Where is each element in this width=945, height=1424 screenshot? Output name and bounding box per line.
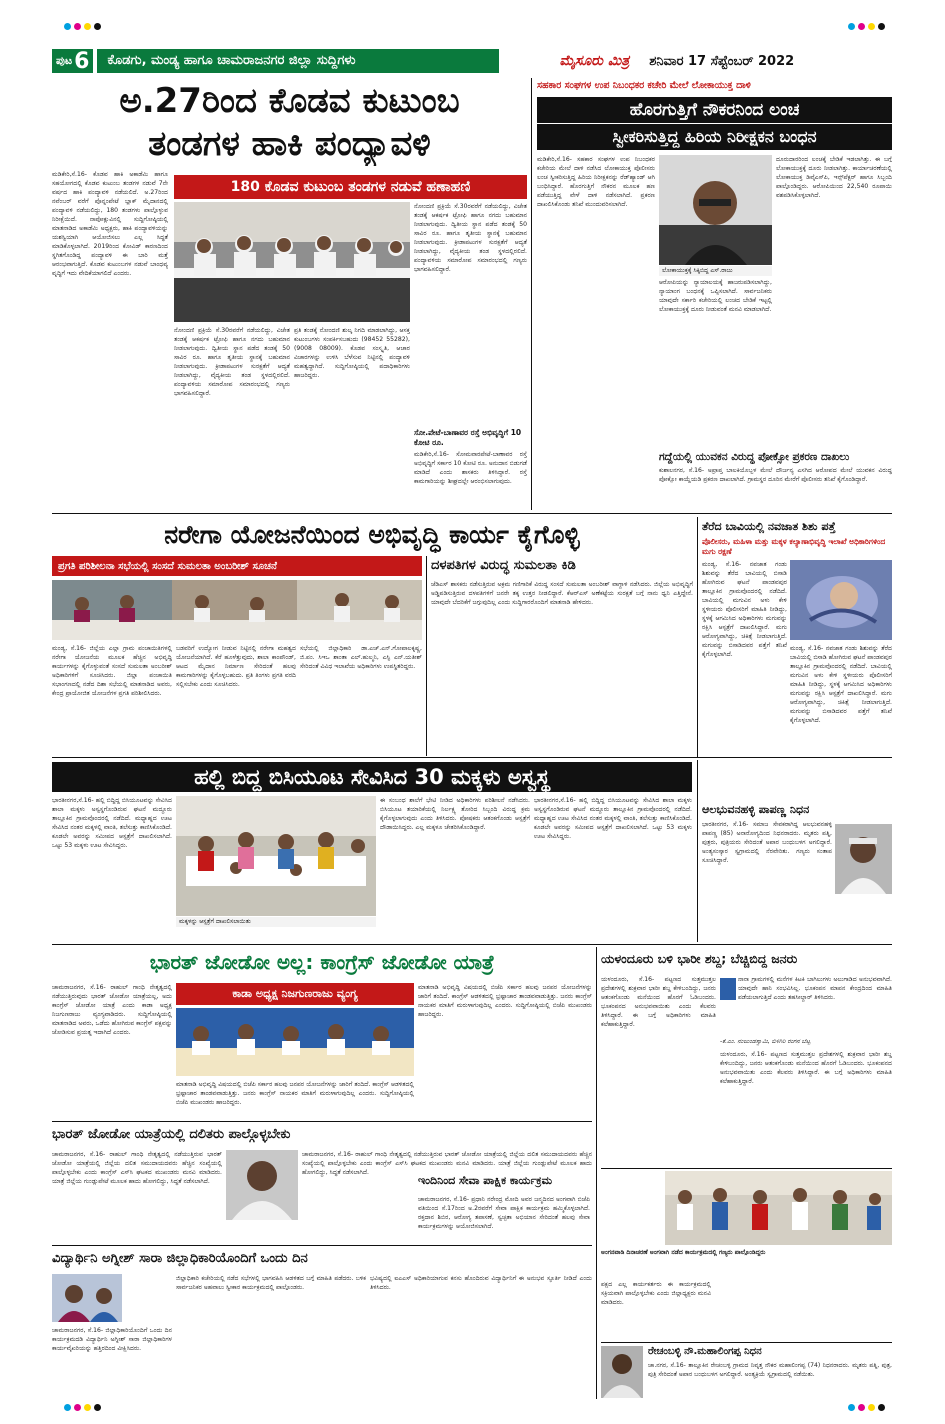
hockey-body-mid: ನೋಂದಣಿ ಪ್ರಕ್ರಿಯೆ ಸೆ.30ರವರೆಗೆ ನಡೆಯಲಿದ್ದು, ವಿಜೇತ ತಂಡಕ್ಕೆ ಆಕರ್ಷಕ ಟ್ರೋಫಿ ಹಾಗೂ ನಗದು ಬಹುಮಾನ ನೀಡಲಾಗುವುದು. ದ್ವಿತೀಯ ಸ್ಥಾನ ಪಡೆದ ತಂಡಕ್ಕೆ 50 ಸಾವಿರ ರೂ. ಹಾಗೂ ತೃತೀಯ ಸ್ಥಾನಕ್ಕೆ ಬಹುಮಾನ ನೀಡಲಾಗುವುದು. ಕ್ರೀಡಾಪಟುಗಳ ಸುರಕ್ಷತೆಗೆ ಆದ್ಯತೆ ನೀಡಲಾಗಿದ್ದು, ವೈದ್ಯಕೀಯ ತಂಡ ಸ್ಥಳದಲ್ಲಿರಲಿದೆ. ಪಂದ್ಯಾವಳಿಯ ಸಮಾರೋಪ ಸಮಾರಂಭದಲ್ಲಿ ಗಣ್ಯರು ಭಾಗವಹಿಸಲಿದ್ದಾರೆ.	[174, 327, 290, 397]
bharat-body-left: ಚಾಮರಾಜನಗರ, ಸೆ.16- ರಾಹುಲ್ ಗಾಂಧಿ ನೇತೃತ್ವದಲ್ಲಿ ನಡೆಯುತ್ತಿರುವುದು ಭಾರತ್ ಜೋಡೋ ಯಾತ್ರೆಯಲ್ಲ, ಅದು ಕಾಂಗ್ರೆಸ್ ಜೋಡೋ ಯಾತ್ರೆ ಎಂದು ಕಾಡಾ ಅಧ್ಯಕ್ಷ ನಿಜಗುಣರಾಜು ವ್ಯಂಗ್ಯವಾಡಿದರು. ಸುದ್ದಿಗೋಷ್ಠಿಯಲ್ಲಿ ಮಾತನಾಡಿದ ಅವರು, ಒಡೆದು ಹೋಗಿರುವ ಕಾಂಗ್ರೆಸ್ ಪಕ್ಷವನ್ನು ಜೋಡಿಸುವ ಪ್ರಯತ್ನ ಇದಾಗಿದೆ ಎಂದರು.	[52, 984, 172, 1036]
lokayukta-headline-2: ಸ್ವೀಕರಿಸುತ್ತಿದ್ದ ಹಿರಿಯ ನಿರೀಕ್ಷಕನ ಬಂಧನ	[537, 124, 892, 150]
bharat-press-photo	[176, 1008, 414, 1076]
horizontal-divider	[601, 1342, 892, 1343]
masthead: ಮೈಸೂರು ಮಿತ್ರ	[559, 53, 630, 69]
narega-body-left: ಮಂಡ್ಯ, ಸೆ.16- ಜಿಲ್ಲೆಯ ಎಲ್ಲಾ ಗ್ರಾಮ ಪಂಚಾಯಿತಿಗಳಲ್ಲಿ ನರೇಗಾ ಯೋಜನೆಯ ಮೂಲಕ ಹೆಚ್ಚಿನ ಅಭಿವೃದ್ಧಿ ಕಾರ್ಯಗಳನ್ನು ಕೈಗೊಳ್ಳುವಂತೆ ಸಂಸದೆ ಸುಮಲತಾ ಅಂಬರೀಶ್ ಅಧಿಕಾರಿಗಳಿಗೆ ಸೂಚಿಸಿದರು. ಜಿಲ್ಲಾ ಪಂಚಾಯಿತಿ ಸಭಾಂಗಣದಲ್ಲಿ ನಡೆದ ದಿಶಾ ಸಭೆಯಲ್ಲಿ ಮಾತನಾಡಿದ ಅವರು, ಕೇಂದ್ರ ಪ್ರಾಯೋಜಿತ ಯೋಜನೆಗಳ ಪ್ರಗತಿ ಪರಿಶೀಲಿಸಿದರು.	[52, 645, 172, 697]
horizontal-divider	[52, 944, 892, 945]
infant-photo	[790, 560, 892, 640]
bharat-headline: ಭಾರತ್ ಜೋಡೋ ಅಲ್ಲ: ಕಾಂಗ್ರೆಸ್ ಜೋಡೋ ಯಾತ್ರೆ	[149, 950, 495, 974]
hockey-headline-2: ತಂಡಗಳ ಹಾಕಿ ಪಂದ್ಯಾವಳಿ	[148, 124, 431, 164]
obit2-headline: ರೇಚಂಬಳ್ಳಿ ನೌ.ಮಹಾಲಿಂಗಪ್ಪ ನಿಧನ	[648, 1346, 762, 1357]
registration-mark	[94, 1404, 101, 1411]
narega-headline: ನರೇಗಾ ಯೋಜನೆಯಿಂದ ಅಭಿವೃದ್ಧಿ ಕಾರ್ಯ ಕೈಗೊಳ್ಳಿ	[164, 520, 580, 549]
road-body: ಮಡಿಕೇರಿ,ಸೆ.16- ಸೋಮವಾರಪೇಟೆ-ಬಾಣಾವರ ರಸ್ತೆ ಅಭಿವೃದ್ಧಿಗೆ ಸರ್ಕಾರ 10 ಕೋಟಿ ರೂ. ಅನುದಾನ ಬಿಡುಗಡೆ ಮಾಡಿದೆ ಎಂದು ಶಾಸಕರು ತಿಳಿಸಿದ್ದಾರೆ. ರಸ್ತೆ ಕಾಮಗಾರಿಯನ್ನು ಶೀಘ್ರದಲ್ಲೇ ಆರಂಭಿಸಲಾಗುವುದು.	[414, 451, 527, 485]
hockey-body-right: ನೋಂದಣಿ ಪ್ರಕ್ರಿಯೆ ಸೆ.30ರವರೆಗೆ ನಡೆಯಲಿದ್ದು, ವಿಜೇತ ತಂಡಕ್ಕೆ ಆಕರ್ಷಕ ಟ್ರೋಫಿ ಹಾಗೂ ನಗದು ಬಹುಮಾನ ನೀಡಲಾಗುವುದು. ದ್ವಿತೀಯ ಸ್ಥಾನ ಪಡೆದ ತಂಡಕ್ಕೆ 50 ಸಾವಿರ ರೂ. ಹಾಗೂ ತೃತೀಯ ಸ್ಥಾನಕ್ಕೆ ಬಹುಮಾನ ನೀಡಲಾಗುವುದು. ಕ್ರೀಡಾಪಟುಗಳ ಸುರಕ್ಷತೆಗೆ ಆದ್ಯತೆ ನೀಡಲಾಗಿದ್ದು, ವೈದ್ಯಕೀಯ ತಂಡ ಸ್ಥಳದಲ್ಲಿರಲಿದೆ. ಪಂದ್ಯಾವಳಿಯ ಸಮಾರೋಪ ಸಮಾರಂಭದಲ್ಲಿ ಗಣ್ಯರು ಭಾಗವಹಿಸಲಿದ್ದಾರೆ.	[414, 203, 527, 273]
midday-body-left: ಭಾರತೀನಗರ,ಸೆ.16- ಹಲ್ಲಿ ಬಿದ್ದಿದ್ದ ಬಿಸಿಯೂಟವನ್ನು ಸೇವಿಸಿದ ಶಾಲಾ ಮಕ್ಕಳು ಅಸ್ವಸ್ಥಗೊಂಡಿರುವ ಘಟನೆ ಮದ್ದೂರು ತಾಲ್ಲೂಕಿನ ಗ್ರಾಮವೊಂದರಲ್ಲಿ ನಡೆದಿದೆ. ಮಧ್ಯಾಹ್ನದ ಊಟ ಸೇವಿಸಿದ ನಂತರ ಮಕ್ಕಳಲ್ಲಿ ವಾಂತಿ, ತಲೆಸುತ್ತು ಕಾಣಿಸಿಕೊಂಡಿದೆ. ಕೂಡಲೇ ಅವರನ್ನು ಸಮೀಪದ ಆಸ್ಪತ್ರೆಗೆ ದಾಖಲಿಸಲಾಗಿದೆ. ಒಟ್ಟು 53 ಮಕ್ಕಳು ಊಟ ಸೇವಿಸಿದ್ದರು.	[52, 797, 172, 849]
registration-mark	[74, 1404, 81, 1411]
student-body-right: ಭವಿಷ್ಯದಲ್ಲಿ ಐಎಎಸ್ ಅಧಿಕಾರಿಯಾಗುವ ಕನಸು ಹೊಂದಿರುವ ವಿದ್ಯಾರ್ಥಿನಿಗೆ ಈ ಅನುಭವ ಸ್ಫೂರ್ತಿ ನೀಡಿದೆ ಎಂದು ತಿಳಿಸಿದರು.	[370, 1275, 592, 1291]
seva-headline: ಇಂದಿನಿಂದ ಸೇವಾ ಪಾಕ್ಷಿಕ ಕಾರ್ಯಕ್ರಮ	[418, 1174, 553, 1187]
column-divider	[426, 556, 427, 756]
hockey-headline-1: ಅ.27ರಿಂದ ಕೊಡವ ಕುಟುಂಬ	[119, 81, 460, 121]
lokayukta-photo-caption: ಲೋಕಾಯುಕ್ತಕ್ಕೆ ಸಿಕ್ಕಿಬಿದ್ದ ಎಸ್.ರಾಜು	[659, 266, 772, 276]
registration-mark	[878, 23, 885, 30]
dalit-body-right: ಚಾಮರಾಜನಗರ, ಸೆ.16- ರಾಹುಲ್ ಗಾಂಧಿ ನೇತೃತ್ವದಲ್ಲಿ ನಡೆಯುತ್ತಿರುವ ಭಾರತ್ ಜೋಡೋ ಯಾತ್ರೆಯಲ್ಲಿ ಜಿಲ್ಲೆಯ ದಲಿತ ಸಮುದಾಯದವರು ಹೆಚ್ಚಿನ ಸಂಖ್ಯೆಯಲ್ಲಿ ಪಾಲ್ಗೊಳ್ಳಬೇಕು ಎಂದು ಕಾಂಗ್ರೆಸ್ ಎಸ್‌ಸಿ ಘಟಕದ ಮುಖಂಡರು ಮನವಿ ಮಾಡಿದರು. ಯಾತ್ರೆ ಜಿಲ್ಲೆಯ ಗುಂಡ್ಲುಪೇಟೆ ಮೂಲಕ ಹಾದು ಹೋಗಲಿದ್ದು, ಸಿದ್ಧತೆ ನಡೆಸಲಾಗಿದೆ.	[302, 1151, 592, 1176]
road-headline: ಸೋ.ಪೇಟೆ-ಬಾಣಾವರ ರಸ್ತೆ ಅಭಿವೃದ್ಧಿಗೆ 10 ಕೋಟಿ ರೂ.	[414, 428, 522, 447]
student-body-mid: ಜಿಲ್ಲಾಧಿಕಾರಿ ಕಚೇರಿಯಲ್ಲಿ ನಡೆದ ಸಭೆಗಳಲ್ಲಿ ಭಾಗವಹಿಸಿ ಆಡಳಿತದ ಬಗ್ಗೆ ಮಾಹಿತಿ ಪಡೆದರು. ಬಳಿಕ ಸಾರ್ವಜನಿಕರ ಅಹವಾಲು ಸ್ವೀಕಾರ ಕಾರ್ಯಕ್ರಮದಲ್ಲಿ ಪಾಲ್ಗೊಂಡರು.	[176, 1275, 366, 1291]
obit-headline: ಆಲಭುವನಹಳ್ಳಿ ಪಾಪಣ್ಣ ನಿಧನ	[702, 803, 810, 816]
horizontal-divider	[601, 1168, 892, 1169]
page-header	[52, 48, 892, 74]
registration-mark	[64, 1404, 71, 1411]
infant-body: ಮಂಡ್ಯ, ಸೆ.16- ನವಜಾತ ಗಂಡು ಶಿಶುವನ್ನು ತೆರೆದ ಬಾವಿಯಲ್ಲಿ ಬಿಸಾಡಿ ಹೋಗಿರುವ ಘಟನೆ ಪಾಂಡವಪುರ ತಾಲ್ಲೂಕಿನ ಗ್ರಾಮವೊಂದರಲ್ಲಿ ನಡೆದಿದೆ. ಬಾವಿಯಲ್ಲಿ ಮಗುವಿನ ಅಳು ಕೇಳಿ ಸ್ಥಳೀಯರು ಪೊಲೀಸರಿಗೆ ಮಾಹಿತಿ ನೀಡಿದ್ದು, ಸ್ಥಳಕ್ಕೆ ಆಗಮಿಸಿದ ಅಧಿಕಾರಿಗಳು ಮಗುವನ್ನು ರಕ್ಷಿಸಿ ಆಸ್ಪತ್ರೆಗೆ ದಾಖಲಿಸಿದ್ದಾರೆ. ಮಗು ಆರೋಗ್ಯವಾಗಿದ್ದು, ಚಿಕಿತ್ಸೆ ನೀಡಲಾಗುತ್ತಿದೆ. ಮಗುವನ್ನು ಬಿಸಾಡಿದವರ ಪತ್ತೆಗೆ ತನಿಖೆ ಕೈಗೊಳ್ಳಲಾಗಿದೆ.	[702, 561, 787, 658]
student-headline: ವಿದ್ಯಾರ್ಥಿನಿ ಅಗ್ನೀಶ್ ಸಾರಾ ಜಿಲ್ಲಾಧಿಕಾರಿಯೊಂದಿಗೆ ಒಂದು ದಿನ	[52, 1251, 308, 1266]
midday-hospital-photo	[176, 796, 376, 916]
obit2-portrait	[601, 1346, 643, 1398]
anganwadi-caption: ಅಂಗನವಾಡಿ ದಿನಾಚರಣೆ ಅಂಗವಾಗಿ ನಡೆದ ಕಾರ್ಯಕ್ರಮದಲ್ಲಿ ಗಣ್ಯರು ಪಾಲ್ಗೊಂಡಿದ್ದರು	[601, 1249, 766, 1256]
registration-mark	[868, 1404, 875, 1411]
sumalatha-headline: ದಳಪತಿಗಳ ವಿರುದ್ಧ ಸುಮಲತಾ ಕಿಡಿ	[431, 558, 576, 573]
registration-mark	[74, 23, 81, 30]
hockey-body-left: ಮಡಿಕೇರಿ,ಸೆ.16- ಕೊಡವ ಹಾಕಿ ಅಕಾಡೆಮಿ ಹಾಗೂ ಸಹಯೋಗದಲ್ಲಿ ಕೊಡವ ಕುಟುಂಬ ತಂಡಗಳ ನಡುವೆ 7ನೇ ವರ್ಷದ ಹಾಕಿ ಪಂದ್ಯಾವಳಿ ನಡೆಯಲಿದೆ. ಅ.27ರಿಂದ ನವೆಂಬರ್ ವರೆಗೆ ಪೊನ್ನಂಪೇಟೆ ಬ್ಲಾಕ್ ಮೈದಾನದಲ್ಲಿ ಪಂದ್ಯಾವಳಿ ನಡೆಯಲಿದ್ದು, 180 ತಂಡಗಳು ಪಾಲ್ಗೊಳ್ಳುವ ನಿರೀಕ್ಷೆಯಿದೆ. ನಾಪೋಕ್ಲುವಿನಲ್ಲಿ ಸುದ್ದಿಗೋಷ್ಠಿಯಲ್ಲಿ ಮಾತನಾಡಿದ ಅಕಾಡೆಮಿ ಅಧ್ಯಕ್ಷರು, ಹಾಕಿ ಪಂದ್ಯಾವಳಿಯನ್ನು ಯಶಸ್ವಿಯಾಗಿ ಆಯೋಜಿಸಲು ಎಲ್ಲ ಸಿದ್ಧತೆ ಮಾಡಿಕೊಳ್ಳಲಾಗಿದೆ. 2019ರಿಂದ ಕೋವಿಡ್ ಕಾರಣದಿಂದ ಸ್ಥಗಿತಗೊಂಡಿದ್ದ ಪಂದ್ಯಾವಳಿ ಈ ಬಾರಿ ಮತ್ತೆ ಆರಂಭವಾಗುತ್ತಿದೆ. ಕೊಡವ ಕುಟುಂಬಗಳ ನಡುವೆ ಬಾಂಧವ್ಯ ವೃದ್ಧಿಗೆ ಇದು ವೇದಿಕೆಯಾಗಲಿದೆ ಎಂದರು.	[52, 171, 168, 277]
registration-mark	[848, 1404, 855, 1411]
lokayukta-body-right: ದೂರುದಾರರಿಂದ ಲಂಚಕ್ಕೆ ಬೇಡಿಕೆ ಇಡಲಾಗಿತ್ತು. ಈ ಬಗ್ಗೆ ಲೋಕಾಯುಕ್ತಕ್ಕೆ ದೂರು ನೀಡಲಾಗಿತ್ತು. ಕಾರ್ಯಾಚರಣೆಯಲ್ಲಿ ಲೋಕಾಯುಕ್ತ ಡಿವೈಎಸ್‌ಪಿ, ಇನ್ಸ್‌ಪೆಕ್ಟರ್ ಹಾಗೂ ಸಿಬ್ಬಂದಿ ಪಾಲ್ಗೊಂಡಿದ್ದರು. ಆರೋಪಿಯಿಂದ 22,540 ರೂಪಾಯಿ ವಶಪಡಿಸಿಕೊಳ್ಳಲಾಗಿದೆ.	[776, 156, 892, 199]
registration-mark	[868, 23, 875, 30]
infant-body-cont: ಮಂಡ್ಯ, ಸೆ.16- ನವಜಾತ ಗಂಡು ಶಿಶುವನ್ನು ತೆರೆದ ಬಾವಿಯಲ್ಲಿ ಬಿಸಾಡಿ ಹೋಗಿರುವ ಘಟನೆ ಪಾಂಡವಪುರ ತಾಲ್ಲೂಕಿನ ಗ್ರಾಮವೊಂದರಲ್ಲಿ ನಡೆದಿದೆ. ಬಾವಿಯಲ್ಲಿ ಮಗುವಿನ ಅಳು ಕೇಳಿ ಸ್ಥಳೀಯರು ಪೊಲೀಸರಿಗೆ ಮಾಹಿತಿ ನೀಡಿದ್ದು, ಸ್ಥಳಕ್ಕೆ ಆಗಮಿಸಿದ ಅಧಿಕಾರಿಗಳು ಮಗುವನ್ನು ರಕ್ಷಿಸಿ ಆಸ್ಪತ್ರೆಗೆ ದಾಖಲಿಸಿದ್ದಾರೆ. ಮಗು ಆರೋಗ್ಯವಾಗಿದ್ದು, ಚಿಕಿತ್ಸೆ ನೀಡಲಾಗುತ್ತಿದೆ. ಮಗುವನ್ನು ಬಿಸಾಡಿದವರ ಪತ್ತೆಗೆ ತನಿಖೆ ಕೈಗೊಳ್ಳಲಾಗಿದೆ.	[790, 645, 892, 724]
lokayukta-body-left: ಮಡಿಕೇರಿ,ಸೆ.16- ಸಹಕಾರ ಸಂಘಗಳ ಉಪ ನಿಬಂಧಕರ ಕಚೇರಿಯ ಮೇಲೆ ದಾಳಿ ನಡೆಸಿದ ಲೋಕಾಯುಕ್ತ ಪೊಲೀಸರು ಲಂಚ ಸ್ವೀಕರಿಸುತ್ತಿದ್ದ ಹಿರಿಯ ನಿರೀಕ್ಷಕನನ್ನು ರೆಡ್‌ಹ್ಯಾಂಡ್ ಆಗಿ ಬಂಧಿಸಿದ್ದಾರೆ. ಹೊರಗುತ್ತಿಗೆ ನೌಕರನ ಮೂಲಕ ಹಣ ಪಡೆಯುತ್ತಿದ್ದ ವೇಳೆ ದಾಳಿ ನಡೆಸಲಾಗಿದೆ. ಪ್ರಕರಣ ದಾಖಲಿಸಿಕೊಂಡು ತನಿಖೆ ಮುಂದುವರಿಸಲಾಗಿದೆ.	[537, 156, 655, 208]
yelandur-byline: -ಕೆ.ಎಂ. ನಂಜುಂಡಸ್ವಾಮಿ, ಬಿಳಿಗಿರಿ ರಂಗನ ಬೆಟ್ಟ	[720, 1038, 811, 1045]
horizontal-divider	[52, 513, 892, 514]
midday-body-far: ಭಾರತೀನಗರ,ಸೆ.16- ಹಲ್ಲಿ ಬಿದ್ದಿದ್ದ ಬಿಸಿಯೂಟವನ್ನು ಸೇವಿಸಿದ ಶಾಲಾ ಮಕ್ಕಳು ಅಸ್ವಸ್ಥಗೊಂಡಿರುವ ಘಟನೆ ಮದ್ದೂರು ತಾಲ್ಲೂಕಿನ ಗ್ರಾಮವೊಂದರಲ್ಲಿ ನಡೆದಿದೆ. ಮಧ್ಯಾಹ್ನದ ಊಟ ಸೇವಿಸಿದ ನಂತರ ಮಕ್ಕಳಲ್ಲಿ ವಾಂತಿ, ತಲೆಸುತ್ತು ಕಾಣಿಸಿಕೊಂಡಿದೆ. ಕೂಡಲೇ ಅವರನ್ನು ಸಮೀಪದ ಆಸ್ಪತ್ರೆಗೆ ದಾಖಲಿಸಲಾಗಿದೆ. ಒಟ್ಟು 53 ಮಕ್ಕಳು ಊಟ ಸೇವಿಸಿದ್ದರು.	[534, 797, 692, 840]
midday-photo-caption: ಮಕ್ಕಳನ್ನು ಆಸ್ಪತ್ರೆಗೆ ದಾಖಲಿಸಲಾಯಿತು	[176, 917, 376, 927]
registration-mark	[858, 1404, 865, 1411]
page-number: 6	[74, 48, 90, 74]
obit-body: ಭಾರತೀನಗರ, ಸೆ.16- ಸಮಾಜ ಸೇವಕರಾಗಿದ್ದ ಆಲಭುವನಹಳ್ಳಿ ಪಾಪಣ್ಣ (85) ಅನಾರೋಗ್ಯದಿಂದ ನಿಧನರಾದರು. ಮೃತರು ಪತ್ನಿ, ಪುತ್ರರು, ಪುತ್ರಿಯರು ಸೇರಿದಂತೆ ಅಪಾರ ಬಂಧುಬಳಗ ಅಗಲಿದ್ದಾರೆ. ಅಂತ್ಯಸಂಸ್ಕಾರ ಸ್ವಗ್ರಾಮದಲ್ಲಿ ನೆರವೇರಿತು. ಗಣ್ಯರು ಸಂತಾಪ ಸೂಚಿಸಿದ್ದಾರೆ.	[702, 821, 832, 864]
student-body-left: ಚಾಮರಾಜನಗರ, ಸೆ.16- ಜಿಲ್ಲಾಧಿಕಾರಿಯೊಂದಿಗೆ ಒಂದು ದಿನ ಕಾರ್ಯಕ್ರಮದಡಿ ವಿದ್ಯಾರ್ಥಿನಿ ಅಗ್ನೀಶ್ ಸಾರಾ ಜಿಲ್ಲಾಧಿಕಾರಿಗಳ ಕಾರ್ಯವೈಖರಿಯನ್ನು ಹತ್ತಿರದಿಂದ ವೀಕ್ಷಿಸಿದರು.	[52, 1327, 172, 1352]
narega-meeting-photo	[52, 580, 422, 640]
student-photo	[52, 1274, 122, 1322]
column-divider	[697, 760, 698, 942]
hockey-press-meet-photo	[174, 202, 410, 322]
registration-mark	[94, 23, 101, 30]
infant-kicker: ಪೊಲೀಸರು, ಮಹಿಳಾ ಮತ್ತು ಮಕ್ಕಳ ಕಲ್ಯಾಣಾಭಿವೃದ್ಧಿ ಇಲಾಖೆ ಅಧಿಕಾರಿಗಳಿಂದ ಮಗು ರಕ್ಷಣೆ	[702, 537, 886, 556]
dalit-body: ಚಾಮರಾಜನಗರ, ಸೆ.16- ರಾಹುಲ್ ಗಾಂಧಿ ನೇತೃತ್ವದಲ್ಲಿ ನಡೆಯುತ್ತಿರುವ ಭಾರತ್ ಜೋಡೋ ಯಾತ್ರೆಯಲ್ಲಿ ಜಿಲ್ಲೆಯ ದಲಿತ ಸಮುದಾಯದವರು ಹೆಚ್ಚಿನ ಸಂಖ್ಯೆಯಲ್ಲಿ ಪಾಲ್ಗೊಳ್ಳಬೇಕು ಎಂದು ಕಾಂಗ್ರೆಸ್ ಎಸ್‌ಸಿ ಘಟಕದ ಮುಖಂಡರು ಮನವಿ ಮಾಡಿದರು. ಯಾತ್ರೆ ಜಿಲ್ಲೆಯ ಗುಂಡ್ಲುಪೇಟೆ ಮೂಲಕ ಹಾದು ಹೋಗಲಿದ್ದು, ಸಿದ್ಧತೆ ನಡೆಸಲಾಗಿದೆ.	[52, 1151, 222, 1185]
seva-body-right: ಪಕ್ಷದ ಎಲ್ಲ ಕಾರ್ಯಕರ್ತರು ಈ ಕಾರ್ಯಕ್ರಮದಲ್ಲಿ ಸಕ್ರಿಯವಾಗಿ ಪಾಲ್ಗೊಳ್ಳಬೇಕು ಎಂದು ಜಿಲ್ಲಾಧ್ಯಕ್ಷರು ಮನವಿ ಮಾಡಿದರು.	[601, 1281, 711, 1306]
registration-mark	[858, 23, 865, 30]
pocso-headline: ಗದ್ದೆಯಲ್ಲಿ ಯುವಕನ ವಿರುದ್ಧ ಪೋಕ್ಸೋ ಪ್ರಕರಣ ದಾಖಲು	[659, 451, 850, 463]
sumalatha-body: ಜೆಡಿಎಸ್ ಶಾಸಕರು ನಡೆಸುತ್ತಿರುವ ಅಕ್ರಮ ಗಣಿಗಾರಿಕೆ ವಿರುದ್ಧ ಸಂಸದೆ ಸುಮಲತಾ ಅಂಬರೀಶ್ ವಾಗ್ದಾಳಿ ನಡೆಸಿದರು. ಜಿಲ್ಲೆಯ ಅಭಿವೃದ್ಧಿಗೆ ಅಡ್ಡಿಪಡಿಸುತ್ತಿರುವ ದಳಪತಿಗಳಿಗೆ ಜನರೇ ತಕ್ಕ ಉತ್ತರ ನೀಡಲಿದ್ದಾರೆ. ಕೆಆರ್‌ಎಸ್ ಅಣೆಕಟ್ಟೆಯ ಸುರಕ್ಷತೆ ಬಗ್ಗೆ ನಾನು ಧ್ವನಿ ಎತ್ತಿದ್ದೇನೆ. ಯಾವುದೇ ಬೆದರಿಕೆಗೆ ಜಗ್ಗುವುದಿಲ್ಲ ಎಂದು ಸುದ್ದಿಗಾರರೊಂದಿಗೆ ಮಾತನಾಡಿ ಹೇಳಿದರು.	[431, 581, 693, 606]
dalit-headline: ಭಾರತ್ ಜೋಡೋ ಯಾತ್ರೆಯಲ್ಲಿ ದಲಿತರು ಪಾಲ್ಗೊಳ್ಳಬೇಕು	[52, 1127, 291, 1142]
lokayukta-body-mid: ಆರೋಪಿಯನ್ನು ನ್ಯಾಯಾಲಯಕ್ಕೆ ಹಾಜರುಪಡಿಸಲಾಗಿದ್ದು, ನ್ಯಾಯಾಂಗ ಬಂಧನಕ್ಕೆ ಒಪ್ಪಿಸಲಾಗಿದೆ. ಸಾರ್ವಜನಿಕರು ಯಾವುದೇ ಸರ್ಕಾರಿ ಕಚೇರಿಯಲ್ಲಿ ಲಂಚದ ಬೇಡಿಕೆ ಇಟ್ಟಲ್ಲಿ ಲೋಕಾಯುಕ್ತಕ್ಕೆ ದೂರು ನೀಡುವಂತೆ ಮನವಿ ಮಾಡಲಾಗಿದೆ.	[659, 279, 772, 313]
yelandur-body-left: ಯಳಂದೂರು, ಸೆ.16- ಪಟ್ಟಣದ ಸುತ್ತಮುತ್ತಲ ಪ್ರದೇಶಗಳಲ್ಲಿ ಶುಕ್ರವಾರ ಭಾರೀ ಶಬ್ದ ಕೇಳಿಬಂದಿದ್ದು, ಜನರು ಆತಂಕಗೊಂಡು ಮನೆಯಿಂದ ಹೊರಗೆ ಓಡಿಬಂದರು. ಭೂಕಂಪನದ ಅನುಭವವಾಯಿತು ಎಂದು ಕೆಲವರು ತಿಳಿಸಿದ್ದಾರೆ. ಈ ಬಗ್ಗೆ ಅಧಿಕಾರಿಗಳು ಮಾಹಿತಿ ಕಲೆಹಾಕುತ್ತಿದ್ದಾರೆ.	[601, 976, 716, 1028]
narega-body-right: ಸಭೆಯಲ್ಲಿ ಜಿಲ್ಲಾಧಿಕಾರಿ ಡಾ.ಎಚ್.ಎನ್.ಗೋಪಾಲಕೃಷ್ಣ, ಜಿ.ಪಂ. ಸಿಇಒ ಶಾಂತಾ ಎಲ್.ಹುಲ್ಮನಿ, ಎಸ್ಪಿ ಎನ್.ಯತೀಶ್ ಸೇರಿದಂತೆ ವಿವಿಧ ಇಲಾಖೆಯ ಅಧಿಕಾರಿಗಳು ಉಪಸ್ಥಿತರಿದ್ದರು.	[300, 645, 422, 670]
column-divider	[697, 517, 698, 757]
yelandur-body-cont: ಯಳಂದೂರು, ಸೆ.16- ಪಟ್ಟಣದ ಸುತ್ತಮುತ್ತಲ ಪ್ರದೇಶಗಳಲ್ಲಿ ಶುಕ್ರವಾರ ಭಾರೀ ಶಬ್ದ ಕೇಳಿಬಂದಿದ್ದು, ಜನರು ಆತಂಕಗೊಂಡು ಮನೆಯಿಂದ ಹೊರಗೆ ಓಡಿಬಂದರು. ಭೂಕಂಪನದ ಅನುಭವವಾಯಿತು ಎಂದು ಕೆಲವರು ತಿಳಿಸಿದ್ದಾರೆ. ಈ ಬಗ್ಗೆ ಅಧಿಕಾರಿಗಳು ಮಾಹಿತಿ ಕಲೆಹಾಕುತ್ತಿದ್ದಾರೆ.	[720, 1051, 892, 1085]
hockey-subhead: 180 ಕೊಡವ ಕುಟುಂಬ ತಂಡಗಳ ನಡುವೆ ಹಣಾಹಣಿ	[174, 175, 527, 199]
issue-date: ಶನಿವಾರ 17 ಸೆಪ್ಟೆಂಬರ್ 2022	[649, 53, 795, 69]
yelandur-icon	[720, 978, 736, 1000]
column-divider	[531, 78, 532, 510]
registration-mark	[84, 1404, 91, 1411]
bharat-body-mid: ಮಾತನಾಡಿ ಅಭಿವೃದ್ಧಿ ವಿಷಯದಲ್ಲಿ ಬಿಜೆಪಿ ಸರ್ಕಾರ ಹಲವು ಜನಪರ ಯೋಜನೆಗಳನ್ನು ಜಾರಿಗೆ ತಂದಿದೆ. ಕಾಂಗ್ರೆಸ್ ಆಡಳಿತದಲ್ಲಿ ಭ್ರಷ್ಟಾಚಾರ ತಾಂಡವವಾಡುತ್ತಿತ್ತು. ಜನರು ಕಾಂಗ್ರೆಸ್ ನಾಯಕರ ಮಾತಿಗೆ ಮರುಳಾಗುವುದಿಲ್ಲ ಎಂದರು. ಸುದ್ದಿಗೋಷ್ಠಿಯಲ್ಲಿ ಬಿಜೆಪಿ ಮುಖಂಡರು ಹಾಜರಿದ್ದರು.	[176, 1081, 414, 1106]
seva-body-left: ಚಾಮರಾಜನಗರ, ಸೆ.16- ಪ್ರಧಾನಿ ನರೇಂದ್ರ ಮೋದಿ ಅವರ ಜನ್ಮದಿನದ ಅಂಗವಾಗಿ ಬಿಜೆಪಿ ವತಿಯಿಂದ ಸೆ.17ರಿಂದ ಅ.2ರವರೆಗೆ ಸೇವಾ ಪಾಕ್ಷಿಕ ಕಾರ್ಯಕ್ರಮ ಹಮ್ಮಿಕೊಳ್ಳಲಾಗಿದೆ. ರಕ್ತದಾನ ಶಿಬಿರ, ಆರೋಗ್ಯ ತಪಾಸಣೆ, ಸ್ವಚ್ಛತಾ ಅಭಿಯಾನ ಸೇರಿದಂತೆ ಹಲವು ಸೇವಾ ಕಾರ್ಯಕ್ರಮಗಳನ್ನು ಆಯೋಜಿಸಲಾಗಿದೆ.	[418, 1196, 590, 1230]
dalit-speaker-photo	[226, 1150, 298, 1220]
bharat-body-right: ಮಾತನಾಡಿ ಅಭಿವೃದ್ಧಿ ವಿಷಯದಲ್ಲಿ ಬಿಜೆಪಿ ಸರ್ಕಾರ ಹಲವು ಜನಪರ ಯೋಜನೆಗಳನ್ನು ಜಾರಿಗೆ ತಂದಿದೆ. ಕಾಂಗ್ರೆಸ್ ಆಡಳಿತದಲ್ಲಿ ಭ್ರಷ್ಟಾಚಾರ ತಾಂಡವವಾಡುತ್ತಿತ್ತು. ಜನರು ಕಾಂಗ್ರೆಸ್ ನಾಯಕರ ಮಾತಿಗೆ ಮರುಳಾಗುವುದಿಲ್ಲ ಎಂದರು. ಸುದ್ದಿಗೋಷ್ಠಿಯಲ್ಲಿ ಬಿಜೆಪಿ ಮುಖಂಡರು ಹಾಜರಿದ್ದರು.	[418, 984, 592, 1018]
infant-headline: ತೆರೆದ ಬಾವಿಯಲ್ಲಿ ನವಜಾತ ಶಿಶು ಪತ್ತೆ	[702, 520, 836, 533]
yelandur-headline: ಯಳಂದೂರು ಬಳಿ ಭಾರೀ ಶಬ್ದ; ಬೆಚ್ಚಿಬಿದ್ದ ಜನರು	[601, 951, 798, 966]
bharat-kicker: ಕಾಡಾ ಅಧ್ಯಕ್ಷ ನಿಜಗುಣರಾಜು ವ್ಯಂಗ್ಯ	[176, 983, 414, 1005]
lokayukta-kicker: ಸಹಕಾರ ಸಂಘಗಳ ಉಪ ನಿಬಂಧಕರ ಕಚೇರಿ ಮೇಲೆ ಲೋಕಾಯುಕ್ತ ದಾಳಿ	[537, 80, 751, 91]
pocso-body: ಕುಶಾಲನಗರ, ಸೆ.16- ಅಪ್ರಾಪ್ತ ಬಾಲಕಿಯೊಬ್ಬಳ ಮೇಲೆ ದೌರ್ಜನ್ಯ ಎಸಗಿದ ಆರೋಪದ ಮೇಲೆ ಯುವಕನ ವಿರುದ್ಧ ಪೋಕ್ಸೋ ಕಾಯ್ದೆಯಡಿ ಪ್ರಕರಣ ದಾಖಲಾಗಿದೆ. ಗ್ರಾಮಸ್ಥರ ದೂರಿನ ಮೇರೆಗೆ ಪೊಲೀಸರು ತನಿಖೆ ಕೈಗೊಂಡಿದ್ದಾರೆ.	[659, 467, 892, 483]
registration-mark	[878, 1404, 885, 1411]
midday-body-right: ಈ ಸಂಬಂಧ ಶಾಲೆಗೆ ಭೇಟಿ ನೀಡಿದ ಅಧಿಕಾರಿಗಳು ಪರಿಶೀಲನೆ ನಡೆಸಿದರು. ಬಿಸಿಯೂಟ ತಯಾರಿಕೆಯಲ್ಲಿ ನಿರ್ಲಕ್ಷ್ಯ ತೋರಿದ ಸಿಬ್ಬಂದಿ ವಿರುದ್ಧ ಕ್ರಮ ಕೈಗೊಳ್ಳಲಾಗುವುದು ಎಂದು ತಿಳಿಸಿದರು. ಪೋಷಕರು ಆತಂಕಗೊಂಡು ಆಸ್ಪತ್ರೆಗೆ ದೌಡಾಯಿಸಿದ್ದರು. ಎಲ್ಲ ಮಕ್ಕಳೂ ಚೇತರಿಸಿಕೊಂಡಿದ್ದಾರೆ.	[380, 797, 530, 831]
horizontal-divider	[52, 757, 892, 758]
anganwadi-photo	[665, 1171, 892, 1245]
lokayukta-accused-photo	[659, 155, 772, 265]
horizontal-divider	[52, 1121, 592, 1122]
midday-headline: ಹಲ್ಲಿ ಬಿದ್ದ ಬಿಸಿಯೂಟ ಸೇವಿಸಿದ 30 ಮಕ್ಕಳು ಅಸ್ವಸ್ಥ	[52, 762, 692, 792]
section-title: ಕೊಡಗು, ಮಂಡ್ಯ ಹಾಗೂ ಚಾಮರಾಜನಗರ ಜಿಲ್ಲಾ ಸುದ್ದಿಗಳು	[97, 49, 499, 73]
registration-mark	[84, 23, 91, 30]
narega-kicker: ಪ್ರಗತಿ ಪರಿಶೀಲನಾ ಸಭೆಯಲ್ಲಿ ಸಂಸದೆ ಸುಮಲತಾ ಅಂಬರೀಶ್ ಸೂಚನೆ	[52, 556, 422, 576]
obit2-body: ಚಾ.ನಗರ, ಸೆ.16- ತಾಲ್ಲೂಕಿನ ರೇಚಂಬಳ್ಳಿ ಗ್ರಾಮದ ನಿವೃತ್ತ ನೌಕರ ಮಹಾಲಿಂಗಪ್ಪ (74) ನಿಧನರಾದರು. ಮೃತರು ಪತ್ನಿ, ಪುತ್ರ, ಪುತ್ರಿ ಸೇರಿದಂತೆ ಅಪಾರ ಬಂಧುಬಳಗ ಅಗಲಿದ್ದಾರೆ. ಅಂತ್ಯಕ್ರಿಯೆ ಸ್ವಗ್ರಾಮದಲ್ಲಿ ನಡೆಯಿತು.	[648, 1362, 892, 1378]
registration-mark	[848, 23, 855, 30]
page-number-tag	[52, 49, 93, 73]
lokayukta-headline-1: ಹೊರಗುತ್ತಿಗೆ ನೌಕರನಿಂದ ಲಂಚ	[537, 97, 892, 123]
obit-portrait	[835, 824, 892, 894]
hockey-body-mid2: ಪ್ರತಿ ತಂಡಕ್ಕೆ ನೋಂದಣಿ ಶುಲ್ಕ ನಿಗದಿ ಮಾಡಲಾಗಿದ್ದು, ಆಸಕ್ತ ಕುಟುಂಬಗಳು ಸಂಪರ್ಕಿಸಬಹುದು (98452 55282), (9008 08009). ಕೊಡವ ಸಂಸ್ಕೃತಿ, ಆಚಾರ ವಿಚಾರಗಳನ್ನು ಉಳಿಸಿ ಬೆಳೆಸುವ ನಿಟ್ಟಿನಲ್ಲಿ ಪಂದ್ಯಾವಳಿ ಮಹತ್ವದ್ದಾಗಿದೆ. ಸುದ್ದಿಗೋಷ್ಠಿಯಲ್ಲಿ ಪದಾಧಿಕಾರಿಗಳು ಹಾಜರಿದ್ದರು.	[294, 327, 410, 379]
registration-mark	[64, 23, 71, 30]
page-label: ಪುಟ	[56, 54, 73, 67]
yelandur-body-right: ನಾನಾ ಗ್ರಾಮಗಳಲ್ಲಿ ಮನೆಗಳ ಕಿಟಕಿ ಬಾಗಿಲುಗಳು ಅಲುಗಾಡಿದ ಅನುಭವವಾಗಿದೆ. ಯಾವುದೇ ಹಾನಿ ಸಂಭವಿಸಿಲ್ಲ. ಭೂಕಂಪನ ಮಾಪನ ಕೇಂದ್ರದಿಂದ ಮಾಹಿತಿ ಪಡೆಯಲಾಗುತ್ತಿದೆ ಎಂದು ತಹಸೀಲ್ದಾರ್ ತಿಳಿಸಿದರು.	[738, 976, 892, 1001]
narega-body-mid: ಬಡವರಿಗೆ ಉದ್ಯೋಗ ನೀಡುವ ನಿಟ್ಟಿನಲ್ಲಿ ನರೇಗಾ ಮಹತ್ವದ ಯೋಜನೆಯಾಗಿದೆ. ಕೆರೆ ಹೂಳೆತ್ತುವುದು, ಶಾಲಾ ಕಾಂಪೌಂಡ್, ಆಟದ ಮೈದಾನ ನಿರ್ಮಾಣ ಸೇರಿದಂತೆ ಹಲವು ಕಾಮಗಾರಿಗಳನ್ನು ಕೈಗೊಳ್ಳಬಹುದು. ಪ್ರತಿ ತಿಂಗಳು ಪ್ರಗತಿ ವರದಿ ಸಲ್ಲಿಸಬೇಕು ಎಂದು ಸೂಚಿಸಿದರು.	[176, 645, 296, 688]
